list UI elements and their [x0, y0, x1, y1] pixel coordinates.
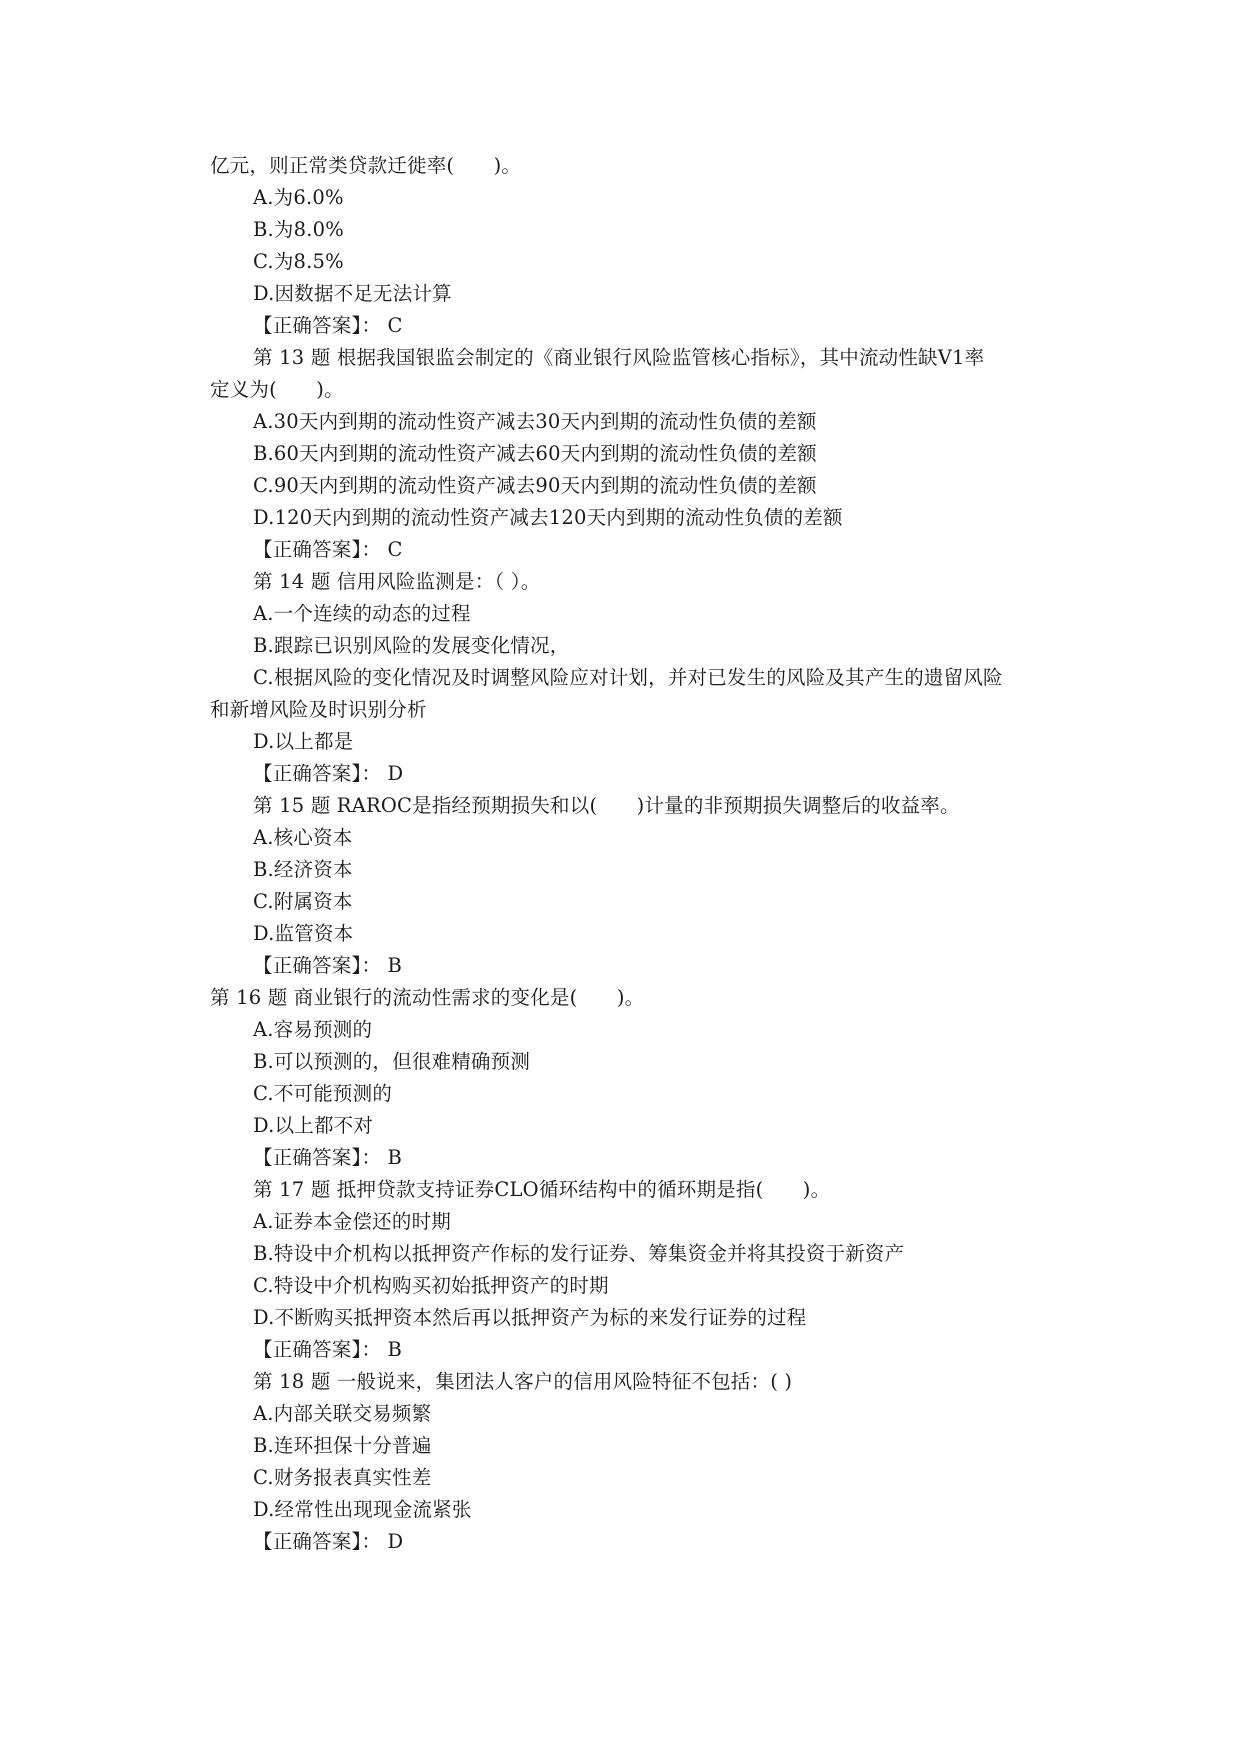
q16-answer: 【正确答案】： B: [253, 1146, 403, 1169]
q18-option-b: B.连环担保十分普遍: [253, 1434, 432, 1457]
q12-option-d: D.因数据不足无法计算: [253, 282, 452, 305]
q14-answer: 【正确答案】： D: [253, 762, 404, 785]
q15-answer: 【正确答案】： B: [253, 954, 403, 977]
q12-option-b: B.为8.0%: [253, 218, 344, 241]
q18-option-d: D.经常性出现现金流紧张: [253, 1498, 472, 1521]
q16-option-c: C.不可能预测的: [253, 1082, 393, 1105]
question-13-stem-continuation: 定义为( )。: [210, 378, 344, 401]
q12-answer: 【正确答案】： C: [253, 314, 403, 337]
question-12-stem-continuation: 亿元，则正常类贷款迁徙率( )。: [210, 154, 522, 177]
question-15-stem: 第 15 题 RAROC是指经预期损失和以( )计量的非预期损失调整后的收益率。: [253, 794, 960, 817]
q18-option-c: C.财务报表真实性差: [253, 1466, 432, 1489]
q14-option-c: C.根据风险的变化情况及时调整风险应对计划，并对已发生的风险及其产生的遗留风险: [253, 666, 1003, 689]
q16-option-b: B.可以预测的，但很难精确预测: [253, 1050, 531, 1073]
question-13-stem: 第 13 题 根据我国银监会制定的《商业银行风险监管核心指标》，其中流动性缺V1率: [253, 346, 985, 369]
q13-option-a: A.30天内到期的流动性资产减去30天内到期的流动性负债的差额: [253, 410, 817, 433]
q17-option-c: C.特设中介机构购买初始抵押资产的时期: [253, 1274, 609, 1297]
q14-option-b: B.跟踪已识别风险的发展变化情况，: [253, 634, 570, 657]
q13-option-c: C.90天内到期的流动性资产减去90天内到期的流动性负债的差额: [253, 474, 817, 497]
q14-option-c-continuation: 和新增风险及时识别分析: [210, 698, 427, 721]
question-16-stem: 第 16 题 商业银行的流动性需求的变化是( )。: [210, 986, 645, 1009]
q14-option-a: A.一个连续的动态的过程: [253, 602, 471, 625]
question-14-stem: 第 14 题 信用风险监测是：（ ）。: [253, 570, 541, 593]
q13-option-d: D.120天内到期的流动性资产减去120天内到期的流动性负债的差额: [253, 506, 843, 529]
q17-option-b: B.特设中介机构以抵押资产作标的发行证券、筹集资金并将其投资于新资产: [253, 1242, 905, 1265]
q14-option-d: D.以上都是: [253, 730, 354, 753]
q13-option-b: B.60天内到期的流动性资产减去60天内到期的流动性负债的差额: [253, 442, 817, 465]
q12-option-a: A.为6.0%: [253, 186, 344, 209]
q15-option-b: B.经济资本: [253, 858, 353, 881]
q18-answer: 【正确答案】： D: [253, 1530, 404, 1553]
q17-answer: 【正确答案】： B: [253, 1338, 403, 1361]
q15-option-a: A.核心资本: [253, 826, 353, 849]
q17-option-d: D.不断购买抵押资本然后再以抵押资产为标的来发行证券的过程: [253, 1306, 807, 1329]
q16-option-a: A.容易预测的: [253, 1018, 373, 1041]
question-18-stem: 第 18 题 一般说来，集团法人客户的信用风险特征不包括：( ): [253, 1370, 793, 1393]
q12-option-c: C.为8.5%: [253, 250, 344, 273]
question-17-stem: 第 17 题 抵押贷款支持证券CLO循环结构中的循环期是指( )。: [253, 1178, 831, 1201]
q17-option-a: A.证券本金偿还的时期: [253, 1210, 451, 1233]
q16-option-d: D.以上都不对: [253, 1114, 374, 1137]
q13-answer: 【正确答案】： C: [253, 538, 403, 561]
q18-option-a: A.内部关联交易频繁: [253, 1402, 432, 1425]
q15-option-d: D.监管资本: [253, 922, 354, 945]
q15-option-c: C.附属资本: [253, 890, 353, 913]
